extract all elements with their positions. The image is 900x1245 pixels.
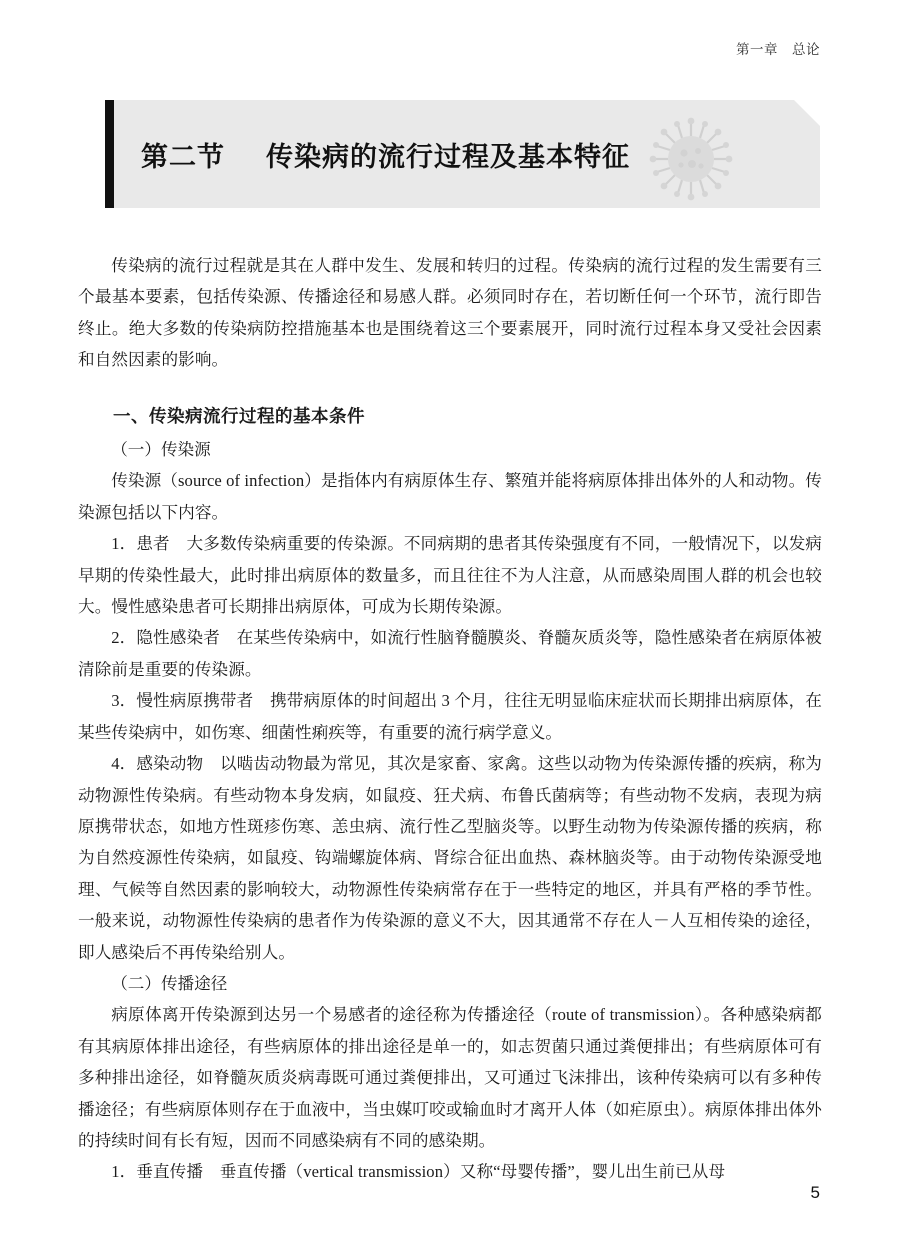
paragraph-vertical-transmission: 1．垂直传播 垂直传播（vertical transmission）又称“母婴传播”，婴儿出生前已从母 [111,1162,726,1182]
paragraph-route-definition: 病原体离开传染源到达另一个易感者的途径称为传播途径（route of transmission）。各种感染病都有其病原体排出途径，有些病原体的排出途径是单一的，如志贺菌只通过粪便排出；有些病原体可有多种排出途径，如脊髓灰质炎病毒既可通过粪便排出，又可通过飞沫排出，该种传染病可以有多种传播途径；有些病原体则存在于血液中，当虫媒叮咬或输血时才离开人体（如疟原虫）。病原体排出体外的持续时间有长有短，因而不同感染病有不同的感染期。 [78,1005,822,1150]
section-number: 第二节 [141,141,225,172]
page-number: 5 [810,1183,820,1202]
section-heading [141,135,630,174]
section-banner [105,100,820,208]
running-head: 第一章 总论 [736,42,820,57]
heading-level-1: 一、传染病流行过程的基本条件 [113,405,365,426]
banner-corner-notch [794,100,820,126]
paragraph-chronic-carrier: 3．慢性病原携带者 携带病原体的时间超出 3 个月，往往无明显临床症状而长期排出病原体，在某些传染病中，如伤寒、细菌性痢疾等，有重要的流行病学意义。 [78,691,822,742]
paragraph-intro: 传染病的流行过程就是其在人群中发生、发展和转归的过程。传染病的流行过程的发生需要有三个最基本要素，包括传染源、传播途径和易感人群。必须同时存在，若切断任何一个环节，流行即告终止。绝大多数的传染病防控措施基本也是围绕着这三个要素展开，同时流行过程本身又受社会因素和自然因素的影响。 [78,256,822,370]
body-content [78,250,822,1188]
paragraph-patient: 1．患者 大多数传染病重要的传染源。不同病期的患者其传染强度有不同，一般情况下，以发病早期的传染性最大，此时排出病原体的数量多，而且往往不为人注意，从而感染周围人群的机会也较大。慢性感染患者可长期排出病原体，可成为长期传染源。 [78,534,822,617]
heading-level-2-transmission: （二）传播途径 [111,973,228,993]
virus-icon [648,116,734,207]
heading-level-2-source: （一）传染源 [111,440,211,460]
banner-accent-bar [105,100,114,208]
paragraph-infected-animals: 4．感染动物 以啮齿动物最为常见，其次是家畜、家禽。这些以动物为传染源传播的疾病，称为动物源性传染病。有些动物本身发病，如鼠疫、狂犬病、布鲁氏菌病等；有些动物不发病，表现为病原携带状态，如地方性斑疹伤寒、恙虫病、流行性乙型脑炎等。以野生动物为传染源传播的疾病，称为自然疫源性传染病，如鼠疫、钩端螺旋体病、肾综合征出血热、森林脑炎等。由于动物传染源受地理、气候等自然因素的影响较大，动物源性传染病常存在于一些特定的地区，并具有严格的季节性。一般来说，动物源性传染病的患者作为传染源的意义不大，因其通常不存在人－人互相传染的途径，即人感染后不再传染给别人。 [78,754,822,962]
section-title: 传染病的流行过程及基本特征 [266,141,631,172]
paragraph-source-definition: 传染源（source of infection）是指体内有病原体生存、繁殖并能将病原体排出体外的人和动物。传染源包括以下内容。 [78,471,822,522]
paragraph-latent-infection: 2．隐性感染者 在某些传染病中，如流行性脑脊髓膜炎、脊髓灰质炎等，隐性感染者在病原体被清除前是重要的传染源。 [78,628,822,679]
